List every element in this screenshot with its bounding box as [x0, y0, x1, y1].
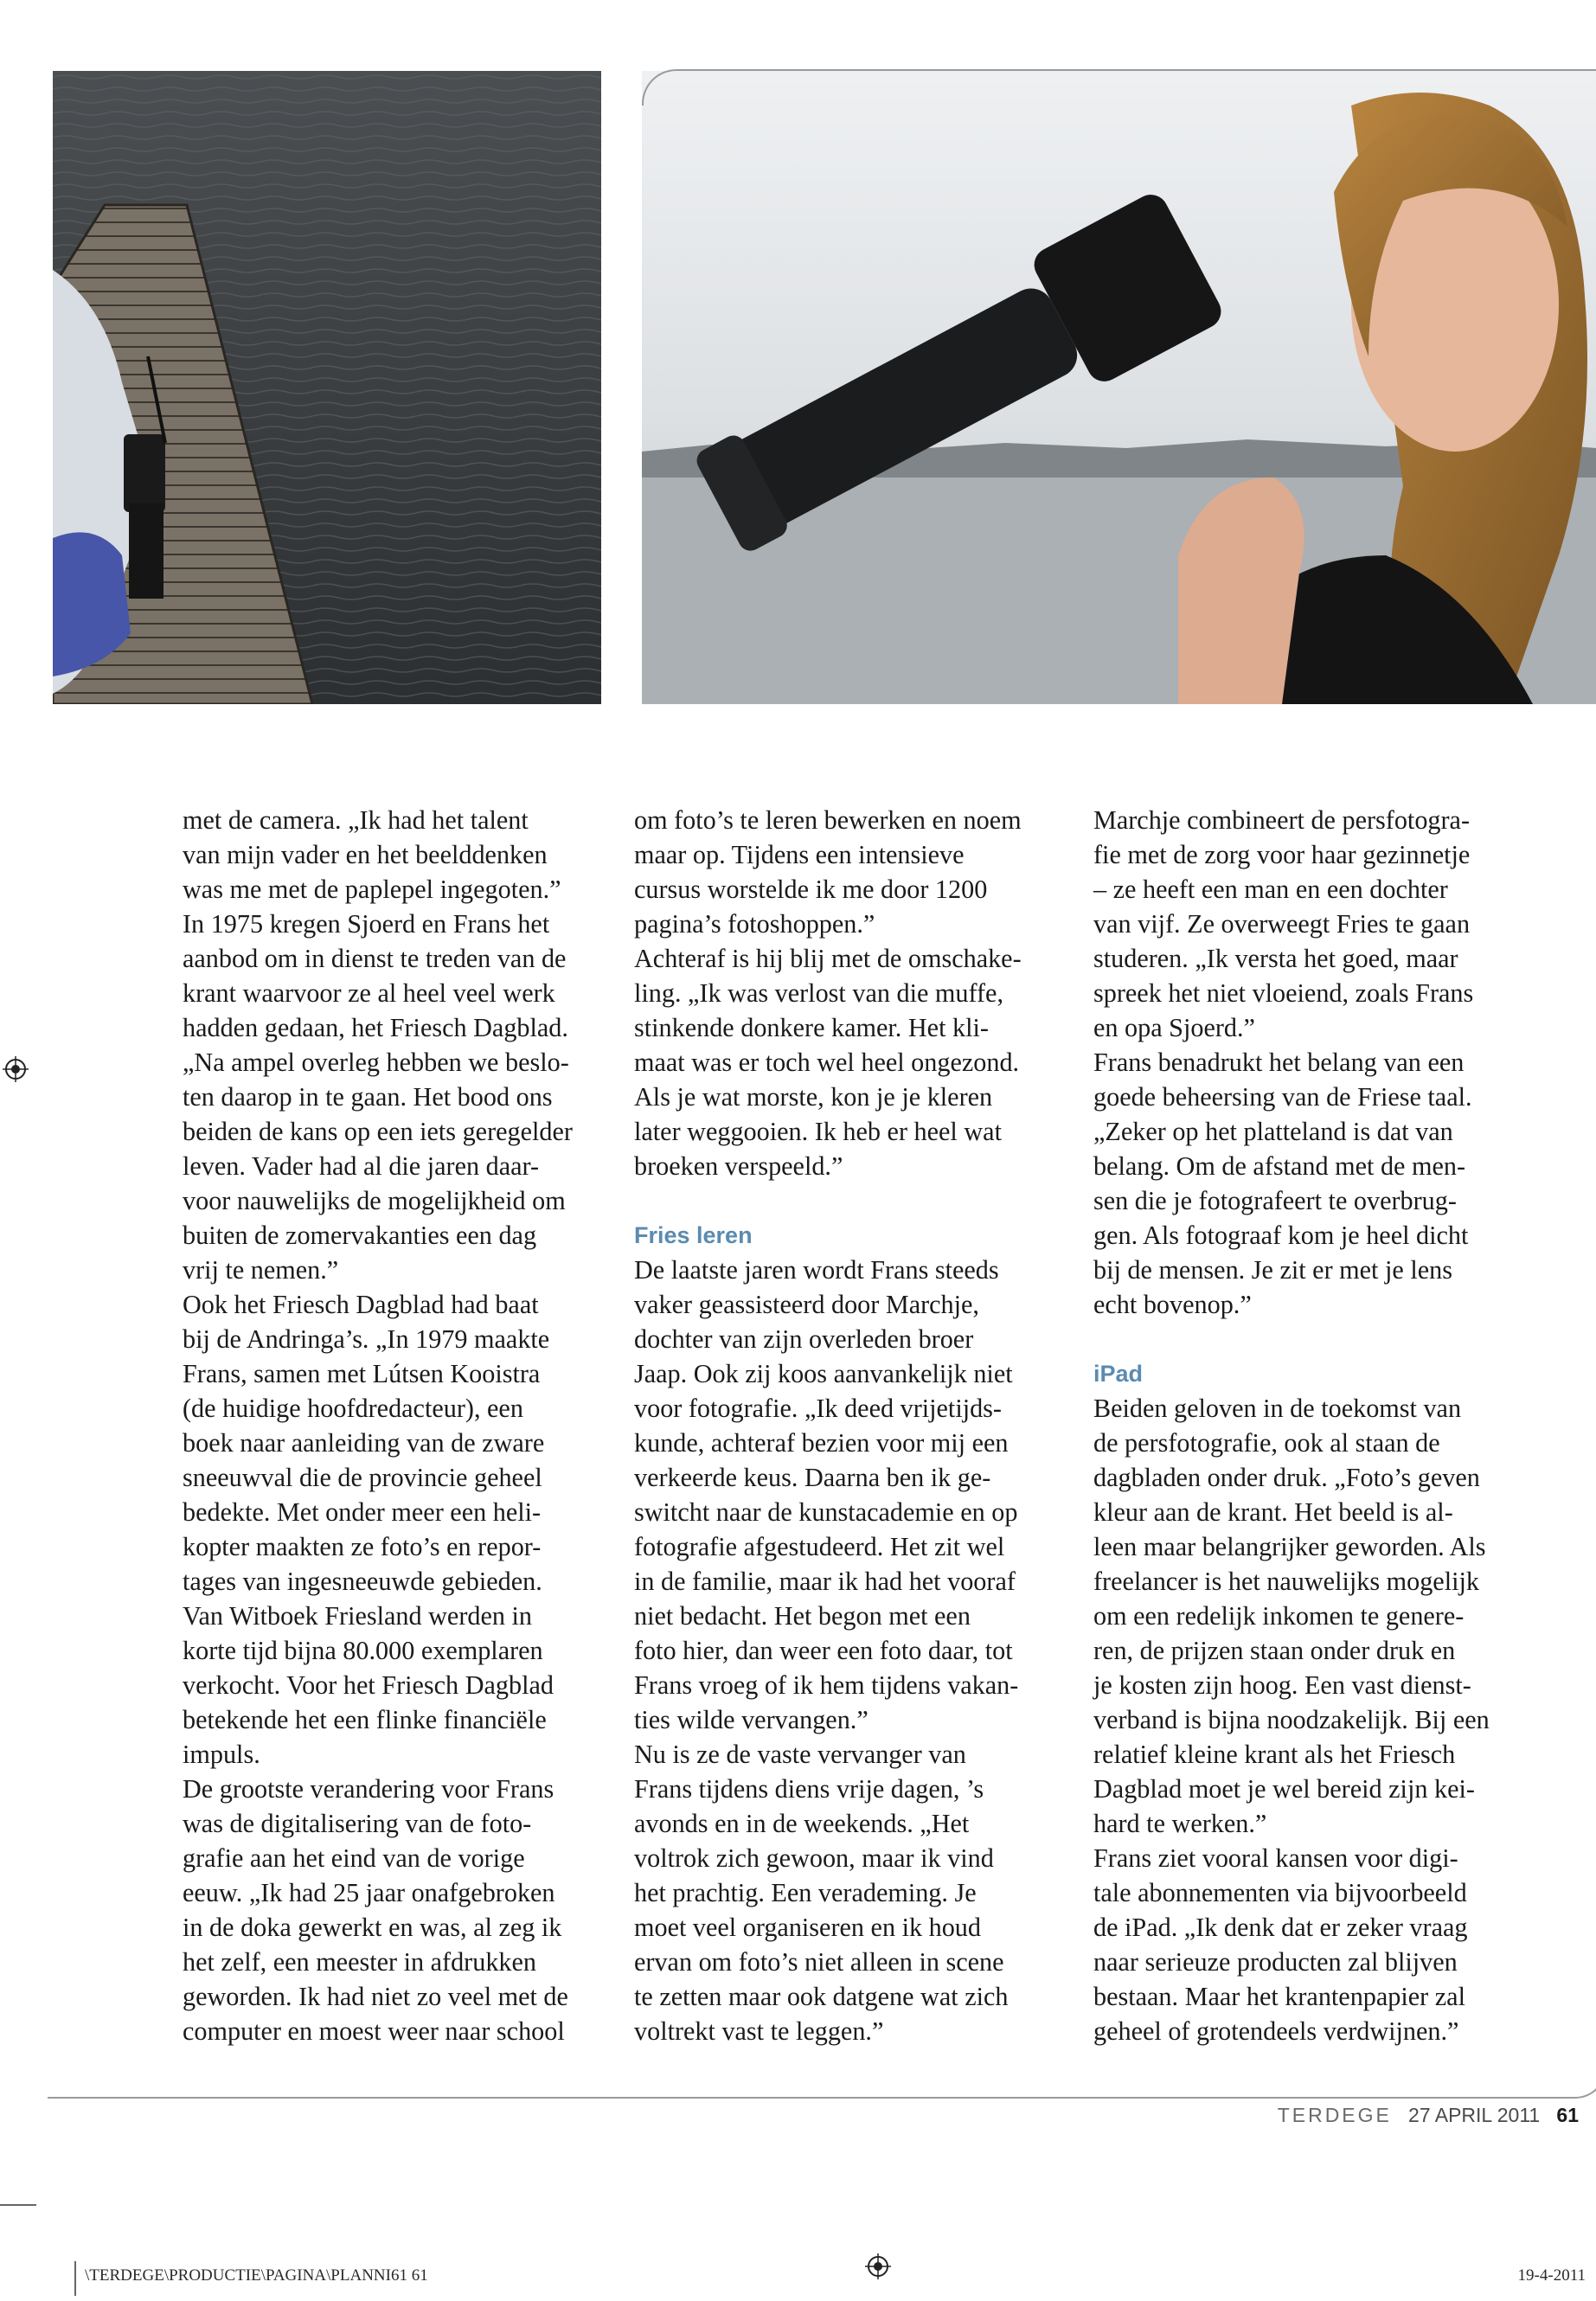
text-line: vaker geassisteerd door Marchje,	[634, 1290, 979, 1319]
subheading-ipad: iPad	[1093, 1361, 1144, 1387]
registration-mark-icon	[3, 1056, 29, 1082]
text-line: leen maar belangrijker geworden. Als	[1093, 1532, 1486, 1561]
text-line: Frans tijdens diens vrije dagen, ’s	[634, 1774, 984, 1804]
text-line: het zelf, een meester in afdrukken	[183, 1947, 537, 1977]
slug-file-path: \TERDEGE\PRODUCTIE\PAGINA\PLANNI61 61	[85, 2266, 428, 2285]
text-line: bij de Andringa’s. „In 1979 maakte	[183, 1324, 550, 1354]
text-line: Frans, samen met Lútsen Kooistra	[183, 1359, 541, 1388]
text-line: hard te werken.”	[1093, 1809, 1267, 1838]
text-line: maat was er toch wel heel ongezond.	[634, 1048, 1020, 1077]
text-line: In 1975 kregen Sjoerd en Frans het	[183, 909, 550, 939]
text-line: Als je wat morste, kon je je kleren	[634, 1082, 993, 1112]
text-line: grafie aan het eind van de vorige	[183, 1843, 525, 1873]
text-line: het prachtig. Een verademing. Je	[634, 1878, 977, 1907]
text-line: broeken verspeeld.”	[634, 1151, 843, 1181]
text-line: van mijn vader en het beelddenken	[183, 840, 548, 869]
text-line: avonds en in de weekends. „Het	[634, 1809, 970, 1838]
text-line: met de camera. „Ik had het talent	[183, 805, 529, 835]
text-line: geworden. Ik had niet zo veel met de	[183, 1982, 568, 2011]
publication-name: TERDEGE	[1277, 2104, 1392, 2126]
text-line: sneeuwval die de provincie geheel	[183, 1463, 542, 1492]
text-line: belang. Om de afstand met de men-	[1093, 1151, 1466, 1181]
page-footer	[1278, 2104, 1579, 2127]
text-line: verkeerde keus. Daarna ben ik ge-	[634, 1463, 991, 1492]
text-line: ten daarop in te gaan. Het bood ons	[183, 1082, 553, 1112]
text-line: Frans benadrukt het belang van een	[1093, 1048, 1465, 1077]
text-line: betekende het een flinke financiële	[183, 1705, 547, 1734]
text-line: fie met de zorg voor haar gezinnetje	[1093, 840, 1471, 869]
text-line: – ze heeft een man en een dochter	[1093, 875, 1448, 904]
text-column-3	[1093, 803, 1517, 2048]
text-line: Beiden geloven in de toekomst van	[1093, 1394, 1462, 1423]
text-line: Frans vroeg of ik hem tijdens vakan-	[634, 1670, 1019, 1700]
text-line: impuls.	[183, 1740, 260, 1769]
text-line: maar op. Tijdens een intensieve	[634, 840, 965, 869]
subheading-fries-leren: Fries leren	[634, 1222, 753, 1248]
text-block	[1093, 1391, 1517, 2048]
text-line: cursus worstelde ik me door 1200	[634, 875, 988, 904]
text-line: was de digitalisering van de foto-	[183, 1809, 532, 1838]
text-line: freelancer is het nauwelijks mogelijk	[1093, 1567, 1479, 1596]
issue-date: 27 APRIL 2011	[1408, 2104, 1541, 2126]
text-line: voltrekt vast te leggen.”	[634, 2016, 884, 2046]
crop-mark	[74, 2261, 76, 2296]
text-line: spreek het niet vloeiend, zoals Frans	[1093, 978, 1474, 1008]
text-line: kleur aan de krant. Het beeld is al-	[1093, 1497, 1453, 1527]
text-line: dagbladen onder druk. „Foto’s geven	[1093, 1463, 1480, 1492]
text-line: stinkende donkere kamer. Het kli-	[634, 1013, 989, 1042]
text-line: en opa Sjoerd.”	[1093, 1013, 1255, 1042]
text-line: je kosten zijn hoog. Een vast dienst-	[1093, 1670, 1471, 1700]
text-line: leven. Vader had al die jaren daar-	[183, 1151, 540, 1181]
text-line: (de huidige hoofdredacteur), een	[183, 1394, 523, 1423]
text-line: Marchje combineert de persfotogra-	[1093, 805, 1471, 835]
text-line: De laatste jaren wordt Frans steeds	[634, 1255, 999, 1285]
crop-mark	[0, 2204, 36, 2206]
text-line: Van Witboek Friesland werden in	[183, 1601, 532, 1631]
slug-date: 19-4-2011	[1517, 2266, 1586, 2285]
text-line: bedekte. Met onder meer een heli-	[183, 1497, 542, 1527]
text-line: Achteraf is hij blij met de omschake-	[634, 944, 1022, 973]
text-line: aanbod om in dienst te treden van de	[183, 944, 567, 973]
text-block	[1093, 803, 1517, 1322]
text-line: verband is bijna noodzakelijk. Bij een	[1093, 1705, 1490, 1734]
text-line: voor fotografie. „Ik deed vrijetijds-	[634, 1394, 1002, 1423]
text-line: was me met de paplepel ingegoten.”	[183, 875, 561, 904]
photo-woman-with-camera	[642, 71, 1596, 704]
text-line: geheel of grotendeels verdwijnen.”	[1093, 2016, 1459, 2046]
text-line: Jaap. Ook zij koos aanvankelijk niet	[634, 1359, 1013, 1388]
text-line: kunde, achteraf bezien voor mij een	[634, 1428, 1009, 1458]
text-line: verkocht. Voor het Friesch Dagblad	[183, 1670, 554, 1700]
text-line: gen. Als fotograaf kom je heel dicht	[1093, 1221, 1469, 1250]
text-line: eeuw. „Ik had 25 jaar onafgebroken	[183, 1878, 555, 1907]
text-line: in de doka gewerkt en was, al zeg ik	[183, 1913, 562, 1942]
text-line: Dagblad moet je wel bereid zijn kei-	[1093, 1774, 1475, 1804]
text-line: later weggooien. Ik heb er heel wat	[634, 1117, 1002, 1146]
text-line: studeren. „Ik versta het goed, maar	[1093, 944, 1458, 973]
text-block	[634, 803, 1058, 1183]
text-line: pagina’s fotoshoppen.”	[634, 909, 875, 939]
top-frame-line	[642, 69, 1596, 106]
text-line: foto hier, dan weer een foto daar, tot	[634, 1636, 1013, 1665]
text-line: dochter van zijn overleden broer	[634, 1324, 974, 1354]
text-line: krant waarvoor ze al heel veel werk	[183, 978, 555, 1008]
text-line: om foto’s te leren bewerken en noem	[634, 805, 1022, 835]
text-line: ling. „Ik was verlost van die muffe,	[634, 978, 1003, 1008]
text-line: Ook het Friesch Dagblad had baat	[183, 1290, 539, 1319]
text-line: de persfotografie, ook al staan de	[1093, 1428, 1440, 1458]
text-line: goede beheersing van de Friese taal.	[1093, 1082, 1472, 1112]
registration-mark-icon	[865, 2253, 891, 2279]
text-line: Nu is ze de vaste vervanger van	[634, 1740, 966, 1769]
text-line: in de familie, maar ik had het vooraf	[634, 1567, 1016, 1596]
text-line: ervan om foto’s niet alleen in scene	[634, 1947, 1004, 1977]
text-line: Frans ziet vooral kansen voor digi-	[1093, 1843, 1458, 1873]
text-line: hadden gedaan, het Friesch Dagblad.	[183, 1013, 568, 1042]
text-line: korte tijd bijna 80.000 exemplaren	[183, 1636, 543, 1665]
text-line: om een redelijk inkomen te genere-	[1093, 1601, 1465, 1631]
text-line: kopter maakten ze foto’s en repor-	[183, 1532, 542, 1561]
text-line: naar serieuze producten zal blijven	[1093, 1947, 1458, 1977]
text-line: „Na ampel overleg hebben we beslo-	[183, 1048, 569, 1077]
text-line: de iPad. „Ik denk dat er zeker vraag	[1093, 1913, 1468, 1942]
text-line: niet bedacht. Het begon met een	[634, 1601, 971, 1631]
text-line: moet veel organiseren en ik houd	[634, 1913, 981, 1942]
text-line: relatief kleine krant als het Friesch	[1093, 1740, 1456, 1769]
text-line: voor nauwelijks de mogelijkheid om	[183, 1186, 566, 1215]
text-line: ties wilde vervangen.”	[634, 1705, 869, 1734]
bottom-frame-line	[48, 2066, 1596, 2099]
text-block	[634, 1253, 1058, 2048]
photo-dock-water	[53, 71, 601, 704]
text-line: buiten de zomervakanties een dag	[183, 1221, 537, 1250]
text-column-2	[634, 803, 1058, 2048]
text-line: vrij te nemen.”	[183, 1255, 339, 1285]
text-line: echt bovenop.”	[1093, 1290, 1252, 1319]
text-line: voltrok zich gewoon, maar ik vind	[634, 1843, 994, 1873]
text-line: fotografie afgestudeerd. Het zit wel	[634, 1532, 1005, 1561]
text-column-1	[183, 803, 606, 2048]
page-number: 61	[1556, 2104, 1579, 2126]
text-line: bij de mensen. Je zit er met je lens	[1093, 1255, 1452, 1285]
text-line: tages van ingesneeuwde gebieden.	[183, 1567, 542, 1596]
text-line: tale abonnementen via bijvoorbeeld	[1093, 1878, 1467, 1907]
text-line: van vijf. Ze overweegt Fries te gaan	[1093, 909, 1471, 939]
text-line: ren, de prijzen staan onder druk en	[1093, 1636, 1456, 1665]
text-line: switcht naar de kunstacademie en op	[634, 1497, 1018, 1527]
text-line: sen die je fotografeert te overbrug-	[1093, 1186, 1457, 1215]
text-line: computer en moest weer naar school	[183, 2016, 565, 2046]
text-line: boek naar aanleiding van de zware	[183, 1428, 545, 1458]
text-line: te zetten maar ook datgene wat zich	[634, 1982, 1009, 2011]
text-line: beiden de kans op een iets geregelder	[183, 1117, 573, 1146]
text-line: De grootste verandering voor Frans	[183, 1774, 554, 1804]
text-line: „Zeker op het platteland is dat van	[1093, 1117, 1453, 1146]
text-line: bestaan. Maar het krantenpapier zal	[1093, 1982, 1465, 2011]
